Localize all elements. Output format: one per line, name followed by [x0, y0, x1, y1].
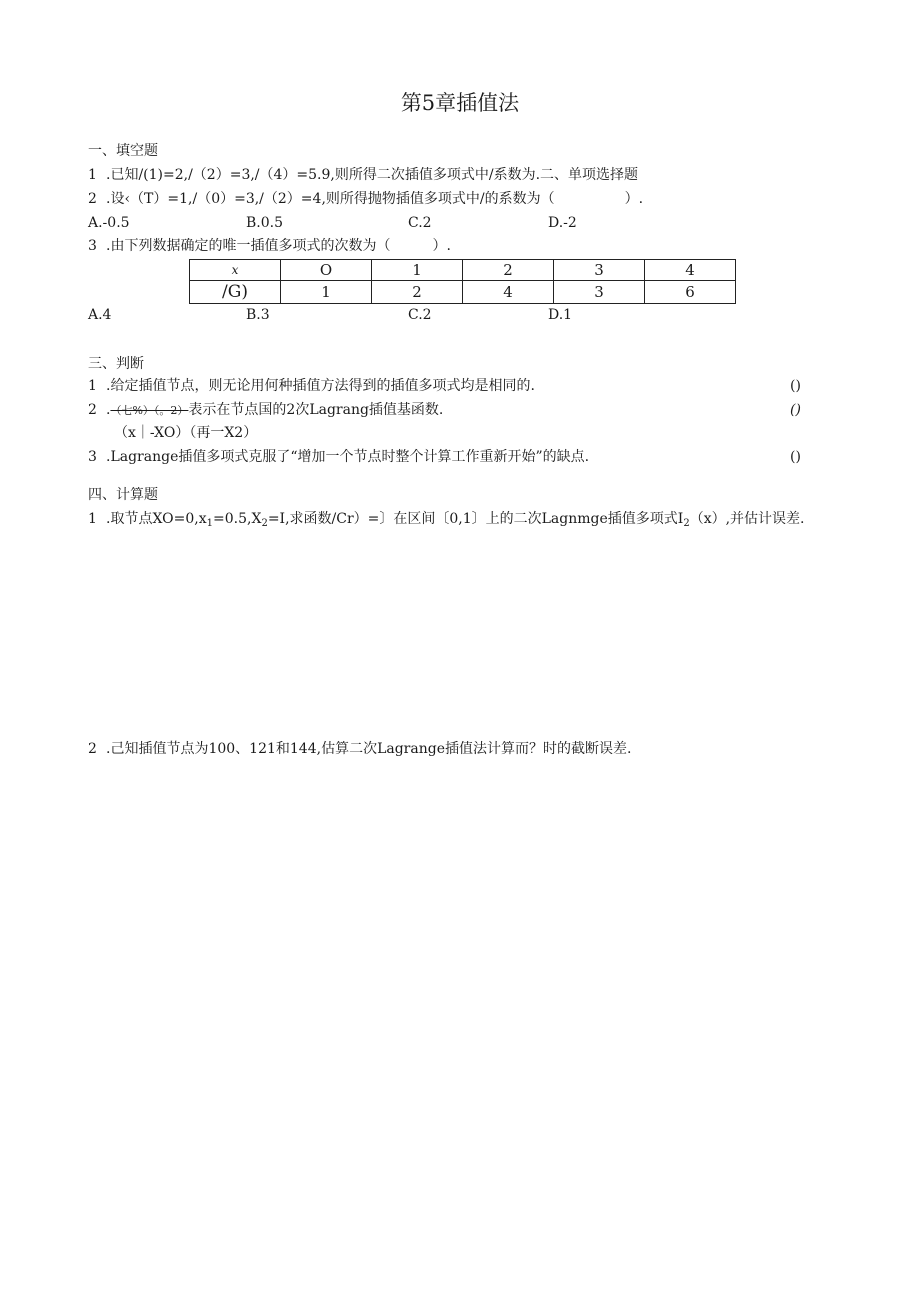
- calc-1-text-part: =I,求函数/Cr）=〕在区间〔0,1〕上的二次Lagnmge插值多项式I: [267, 511, 684, 527]
- question-2-option-a: A.-0.5: [88, 215, 130, 231]
- question-3-option-c: C.2: [408, 307, 432, 323]
- data-table: [189, 259, 736, 304]
- question-3-option-a: A.4: [88, 307, 112, 323]
- judge-3-number: 3: [88, 449, 97, 465]
- judge-3-answer-parens: (): [790, 449, 801, 465]
- judge-1-text: .给定插值节点，则无论用何种插值方法得到的插值多项式均是相同的.: [106, 378, 535, 394]
- table-row-x: [190, 260, 736, 281]
- table-cell: 6: [645, 281, 736, 304]
- question-3-number: 3: [88, 238, 97, 254]
- judge-2-number: 2: [88, 402, 97, 418]
- question-2-option-c: C.2: [408, 215, 432, 231]
- calc-1-subscript: 1: [206, 518, 214, 529]
- judge-2-text: 表示在节点国的2次Lagrang插值基函数.: [188, 402, 444, 418]
- table-cell: 4: [645, 260, 736, 281]
- calc-1-text-part: =0.5,X: [213, 511, 262, 527]
- page-title: 第5章插值法: [400, 91, 520, 115]
- judge-1-answer-parens: (): [790, 378, 801, 394]
- calc-2-text: .己知插值节点为100、121和144,估算二次Lagrange插值法计算而？时的截断误差.: [106, 741, 632, 757]
- question-2-option-d: D.-2: [548, 215, 577, 231]
- table-cell: O: [281, 260, 372, 281]
- table-cell: 3: [554, 260, 645, 281]
- section-heading-calculation: 四、计算题: [88, 487, 158, 503]
- table-cell: 2: [463, 260, 554, 281]
- question-1-text: .已知/(1)=2,/（2）=3,/（4）=5.9,则所得二次插值多项式中/系数为.二、单项选择题: [106, 167, 639, 183]
- judge-3-text: .Lagrange插值多项式克服了“增加一个节点时整个计算工作重新开始”的缺点.: [106, 449, 590, 465]
- question-3-text: .由下列数据确定的唯一插值多项式的次数为（ ）.: [106, 238, 451, 254]
- judge-2-struck-text: （七%）（。2）: [110, 404, 189, 417]
- judge-2-content: [106, 401, 443, 420]
- question-2-option-b: B.0.5: [246, 215, 284, 231]
- section-heading-fill-blank: 一、填空题: [88, 143, 158, 159]
- table-cell: 2: [372, 281, 463, 304]
- question-3-option-d: D.1: [548, 307, 573, 323]
- table-cell: 1: [372, 260, 463, 281]
- table-cell-x-label: x: [190, 260, 281, 281]
- judge-2-formula-denominator: （x｜-XO）（再一X2）: [114, 425, 258, 441]
- calc-2-number: 2: [88, 741, 97, 757]
- judge-2-answer-parens: (): [790, 402, 801, 418]
- calc-1-text: [106, 510, 805, 533]
- table-cell: 4: [463, 281, 554, 304]
- table-cell: 1: [281, 281, 372, 304]
- calc-1-subscript: 2: [261, 518, 268, 529]
- section-heading-judgement: 三、判断: [88, 356, 144, 372]
- question-3-option-b: B.3: [246, 307, 270, 323]
- judge-2-dot: .: [106, 402, 111, 418]
- table-row-fx: [190, 281, 736, 304]
- calc-1-number: 1: [88, 511, 97, 527]
- calc-1-text-part: .取节点XO=0,x: [106, 511, 207, 527]
- question-2-text: .设‹（T）=1,/（0）=3,/（2）=4,则所得抛物插值多项式中/的系数为（ ）.: [106, 191, 644, 207]
- table-cell: 3: [554, 281, 645, 304]
- question-2-number: 2: [88, 191, 97, 207]
- calc-1-text-part: （x）,并估计误差.: [689, 511, 805, 527]
- calc-1-subscript: 2: [683, 518, 690, 529]
- table-cell-fx-label: /G): [190, 281, 281, 304]
- judge-1-number: 1: [88, 378, 97, 394]
- question-1-number: 1: [88, 167, 97, 183]
